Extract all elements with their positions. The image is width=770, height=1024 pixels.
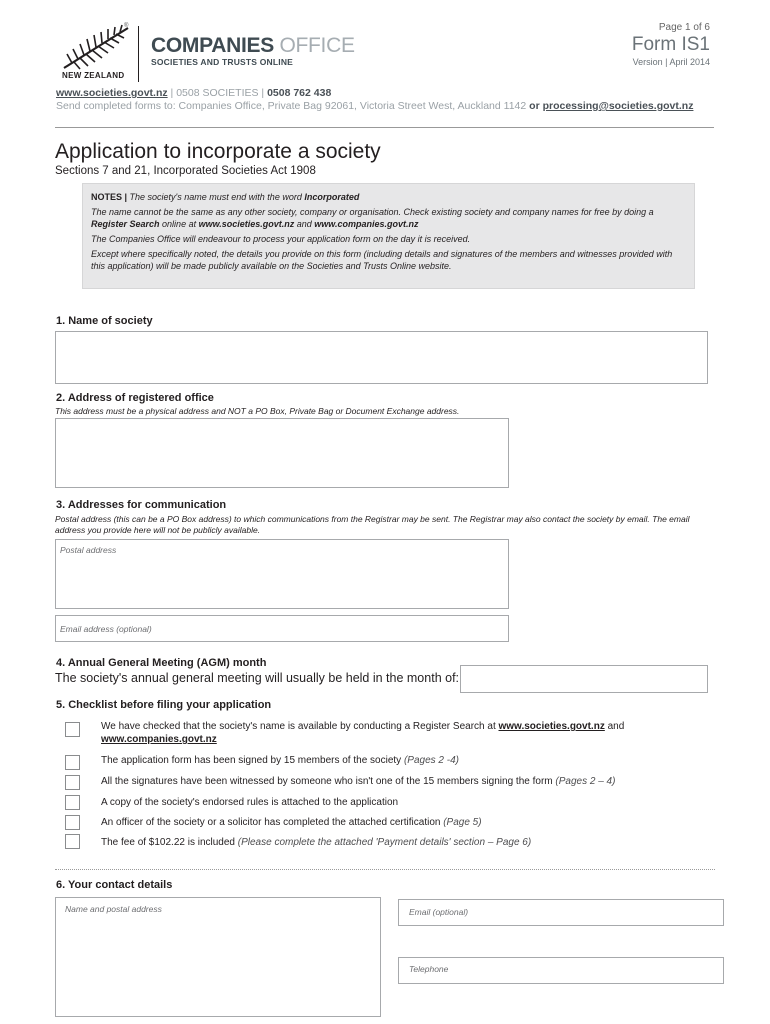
notes-text: Except where specifically noted, the details you provide on this form (including details and signatures of the members and witnesses provided with this application) will be made publicly available on the Societies and Trusts Online website. <box>91 249 673 271</box>
email-address-placeholder: Email address (optional) <box>60 624 152 634</box>
header-divider <box>55 127 714 129</box>
notes-heading: NOTES | <box>91 192 128 202</box>
email-address-input[interactable] <box>55 615 509 642</box>
logo-divider <box>138 26 139 82</box>
registered-office-address-input[interactable] <box>55 418 509 488</box>
checklist-note: (Pages 2 – 4) <box>555 776 616 787</box>
notes-box <box>82 183 695 289</box>
checklist-text: All the signatures have been witnessed by someone who isn't one of the 15 members signing the form <box>101 776 556 787</box>
checkbox-name-available[interactable] <box>65 722 80 737</box>
page-subtitle: Sections 7 and 21, Incorporated Societies Act 1908 <box>55 165 316 177</box>
contact-name-placeholder: Name and postal address <box>65 904 162 914</box>
section-2-label: 2. Address of registered office <box>56 392 214 404</box>
checklist-text: and <box>604 721 625 732</box>
notes-bold: www.companies.govt.nz <box>314 219 419 229</box>
society-name-input[interactable] <box>55 331 708 384</box>
registered-mark: ® <box>124 23 129 29</box>
postal-address-input[interactable] <box>55 539 509 609</box>
societies-link[interactable]: www.societies.govt.nz <box>498 721 605 732</box>
logo-country: NEW ZEALAND <box>62 71 125 80</box>
section-3-note: Postal address (this can be a PO Box address) to which communications from the Registrar may be sent. The Registrar may also contact the society by email. The email address you provide here will not be publicly available. <box>55 514 690 535</box>
postal-address-placeholder: Postal address <box>60 545 117 555</box>
org-name-bold: COMPANIES <box>151 34 274 57</box>
companies-link[interactable]: www.companies.govt.nz <box>101 734 217 745</box>
separator: | <box>167 87 177 99</box>
notes-text: and <box>294 219 315 229</box>
checklist-item-4 <box>101 796 398 809</box>
checklist-item-5 <box>101 816 482 829</box>
checklist-text: An officer of the society or a solicitor has completed the attached certification <box>101 817 444 828</box>
notes-text: The name cannot be the same as any other society, company or organisation. Check existing society and company names for free by doing a <box>91 207 654 217</box>
checklist-text: We have checked that the society's name is available by conducting a Register Search at <box>101 721 499 732</box>
notes-bold: Incorporated <box>304 192 360 202</box>
checklist-text: A copy of the society's endorsed rules is attached to the application <box>101 797 399 808</box>
contact-email-placeholder: Email (optional) <box>409 907 469 917</box>
contact-telephone-placeholder: Telephone <box>409 964 449 974</box>
contact-line <box>56 87 331 99</box>
send-address: Send completed forms to: Companies Office, Private Bag 92061, Victoria Street West, Auckland 1142 <box>56 100 530 112</box>
page-title: Application to incorporate a society <box>55 140 381 163</box>
section-5-label: 5. Checklist before filing your application <box>56 699 272 711</box>
agm-text: The society's annual general meeting will usually be held in the month of: <box>55 671 460 685</box>
email-link[interactable]: processing@societies.govt.nz <box>542 100 694 112</box>
agm-month-input[interactable] <box>460 665 708 693</box>
fern-logo-icon <box>62 24 132 72</box>
notes-bold: www.societies.govt.nz <box>198 219 295 229</box>
checklist-note: (Pages 2 -4) <box>403 755 459 766</box>
checklist-note: (Page 5) <box>443 817 482 828</box>
checklist-item-2 <box>101 754 459 767</box>
contact-telephone-input[interactable] <box>398 957 724 984</box>
notes-text: online at <box>159 219 199 229</box>
checklist-item-3 <box>101 775 615 788</box>
phone-number: 0508 762 438 <box>267 87 332 99</box>
checklist-text: The application form has been signed by 15 members of the society <box>101 755 404 766</box>
checklist-note: (Please complete the attached 'Payment details' section – Page 6) <box>237 837 532 848</box>
section-1-label: 1. Name of society <box>56 315 153 327</box>
section-3-label: 3. Addresses for communication <box>56 499 227 511</box>
section-2-note: This address must be a physical address and NOT a PO Box, Private Bag or Document Exchange address. <box>55 406 460 416</box>
website-link[interactable]: www.societies.govt.nz <box>56 87 168 99</box>
form-id: Form IS1 <box>631 34 710 55</box>
org-name-light: OFFICE <box>279 34 355 57</box>
notes-text: The Companies Office will endeavour to process your application form on the day it is received. <box>91 234 471 244</box>
section-divider <box>55 869 715 871</box>
send-line <box>56 100 693 112</box>
contact-email-input[interactable] <box>398 899 724 926</box>
org-name <box>151 34 355 58</box>
checklist-text: The fee of $102.22 is included <box>101 837 238 848</box>
send-or: or <box>529 100 543 112</box>
form-version: Version | April 2014 <box>632 57 710 67</box>
checklist-item-1 <box>101 720 624 746</box>
checkbox-signed-by-members[interactable] <box>65 755 80 770</box>
notes-text: The society's name must end with the word <box>127 192 305 202</box>
checkbox-signatures-witnessed[interactable] <box>65 775 80 790</box>
contact-name-address-input[interactable] <box>55 897 381 1017</box>
checklist-item-6 <box>101 836 531 849</box>
section-4-label: 4. Annual General Meeting (AGM) month <box>56 657 267 669</box>
separator: | <box>258 87 268 99</box>
org-subname: SOCIETIES AND TRUSTS ONLINE <box>151 57 294 67</box>
notes-bold: Register Search <box>91 219 160 229</box>
phone-words: 0508 SOCIETIES <box>176 87 259 99</box>
section-6-label: 6. Your contact details <box>56 879 173 891</box>
checkbox-certification-completed[interactable] <box>65 815 80 830</box>
checkbox-fee-included[interactable] <box>65 834 80 849</box>
checkbox-rules-attached[interactable] <box>65 795 80 810</box>
page-number: Page 1 of 6 <box>658 22 710 33</box>
